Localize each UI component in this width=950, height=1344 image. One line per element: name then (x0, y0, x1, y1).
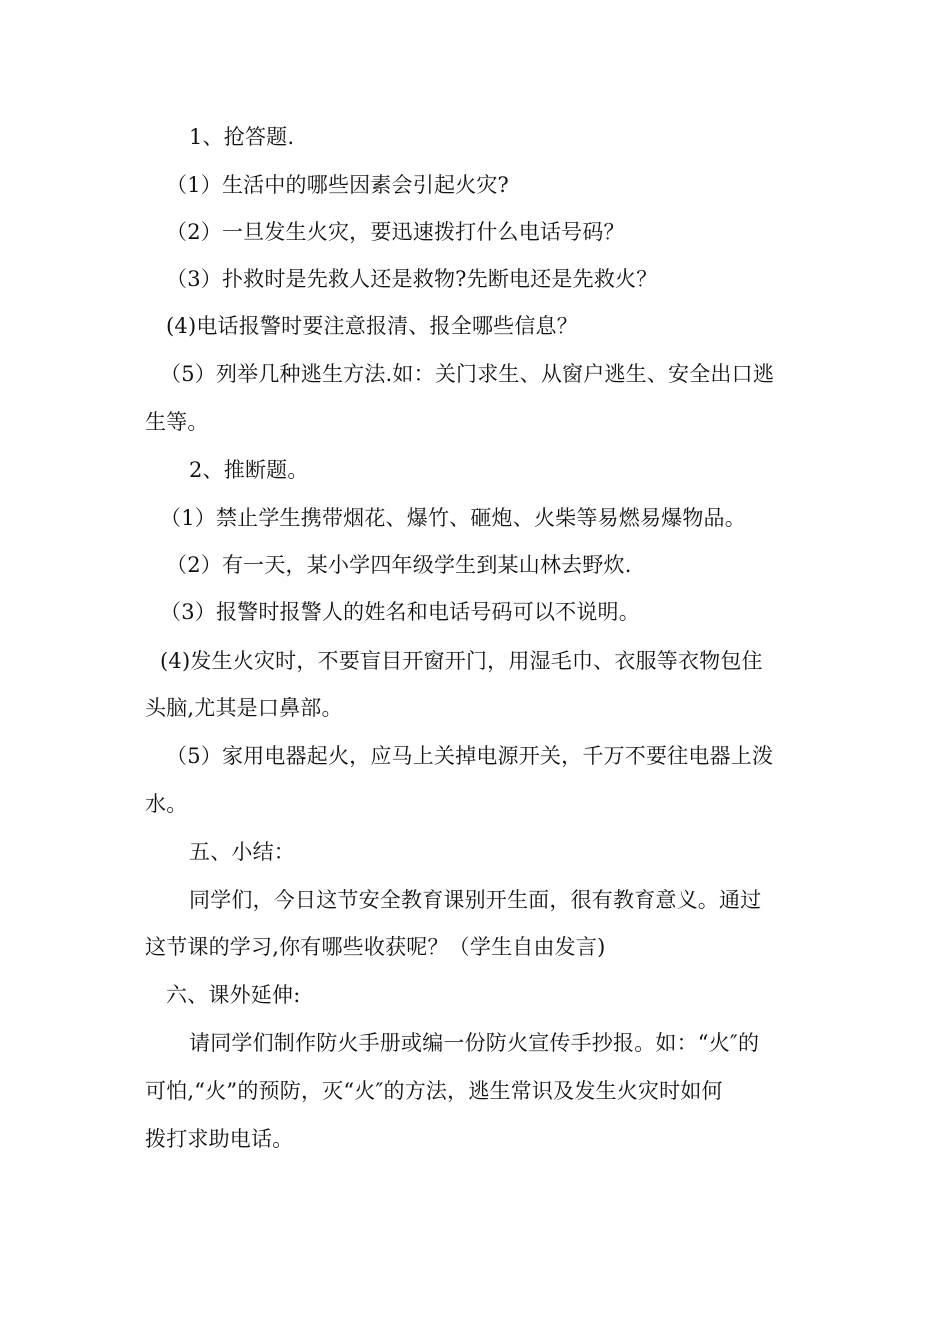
text-line-22: 拨打求助电话。 (145, 1127, 294, 1151)
text-line-5: (4)电话报警时要注意报清、报全哪些信息？ (166, 314, 578, 338)
text-line-12: (4)发生火灾时，不要盲目开窗开门，用湿毛巾、衣服等衣物包住 (160, 649, 763, 673)
text-line-14: （5）家用电器起火，应马上关掉电源开关，千万不要往电器上泼 (166, 744, 774, 768)
text-line-2: （1）生活中的哪些因素会引起火灾? (166, 173, 510, 197)
text-line-8: 2、推断题。 (189, 458, 309, 482)
text-line-13: 头脑,尤其是口鼻部。 (145, 696, 343, 720)
text-line-10: （2）有一天，某小学四年级学生到某山林去野炊. (166, 553, 632, 577)
text-line-6: （5）列举几种逃生方法.如：关门求生、从窗户逃生、安全出口逃 (160, 362, 775, 386)
text-line-1: 1、抢答题. (189, 125, 295, 149)
text-line-9: （1）禁止学生携带烟花、爆竹、砸炮、火柴等易燃易爆物品。 (160, 506, 746, 530)
section-heading-summary: 五、小结： (189, 840, 295, 864)
text-line-18: 这节课的学习,你有哪些收获呢？（学生自由发言) (145, 935, 606, 959)
text-line-21: 可怕,“火”的预防，灭“火″的方法，逃生常识及发生火灾时如何 (145, 1079, 723, 1103)
text-line-7: 生等。 (145, 410, 209, 434)
text-line-3: （2）一旦发生火灾，要迅速拨打什么电话号码？ (166, 220, 625, 244)
text-line-4: （3）扑救时是先救人还是救物?先断电还是先救火？ (166, 267, 658, 291)
text-line-11: （3）报警时报警人的姓名和电话号码可以不说明。 (160, 600, 640, 624)
text-line-15: 水。 (145, 792, 188, 816)
text-line-20: 请同学们制作防火手册或编一份防火宣传手抄报。如：“火″的 (189, 1031, 760, 1055)
section-heading-extension: 六、课外延伸: (166, 983, 301, 1007)
text-line-17: 同学们，今日这节安全教育课别开生面，很有教育意义。通过 (189, 888, 762, 912)
